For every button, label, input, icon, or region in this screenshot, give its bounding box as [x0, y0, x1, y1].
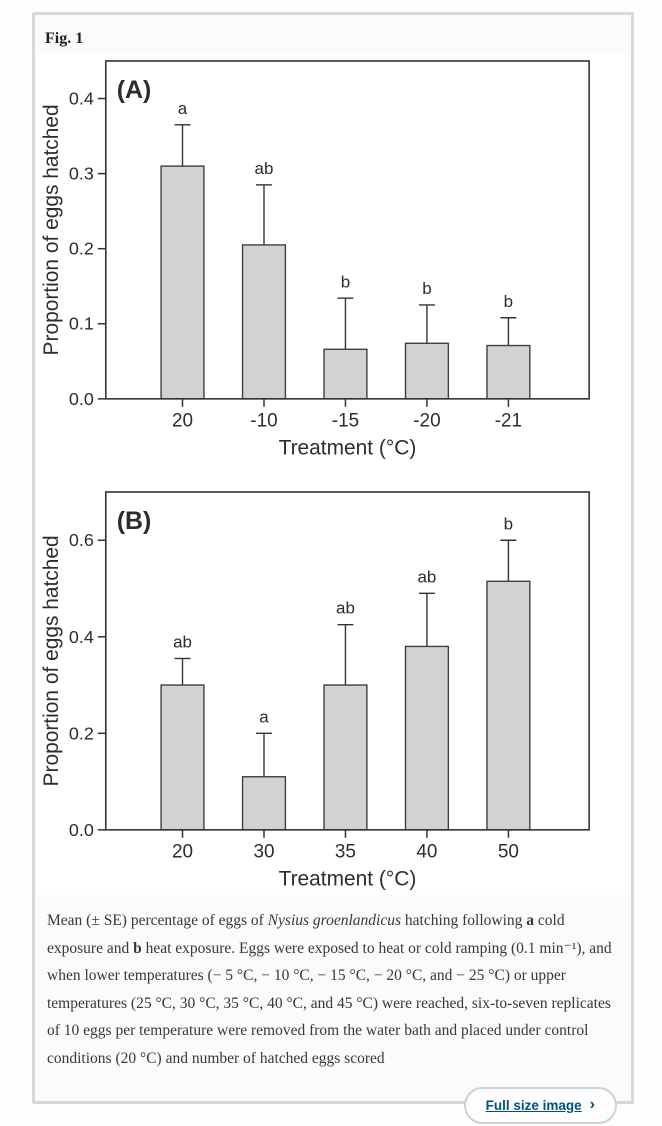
full-size-image-button[interactable]	[464, 1087, 617, 1124]
caption-segment: hatching following	[401, 912, 527, 930]
y-tick-label: 0.2	[68, 722, 94, 743]
y-tick-label: 0.6	[68, 529, 94, 550]
sig-letter: a	[259, 706, 269, 726]
y-tick-label: 0.3	[68, 163, 94, 184]
caption-segment: b	[133, 939, 142, 957]
chart-panel-b	[37, 487, 629, 892]
x-tick-label: -20	[413, 410, 441, 432]
button-row	[35, 1087, 617, 1124]
figure-title: Fig. 1	[45, 30, 84, 47]
x-tick-label: 35	[334, 841, 356, 863]
caption-segment: cold exposure and	[47, 912, 565, 957]
y-tick-label: 0.0	[68, 388, 94, 409]
sig-letter: a	[177, 98, 188, 118]
sig-letter: b	[422, 279, 432, 299]
y-axis-title: Proportion of eggs hatched	[39, 535, 63, 787]
y-tick-label: 0.0	[68, 819, 94, 840]
sig-letter: b	[503, 291, 514, 311]
x-tick-label: -10	[250, 410, 278, 432]
bar	[161, 685, 204, 830]
caption-segment: Nysius groenlandicus	[267, 912, 402, 930]
bar	[406, 343, 449, 399]
bar	[487, 581, 530, 830]
x-axis-title: Treatment (°C)	[278, 867, 417, 891]
bar-chart-(A)	[37, 56, 629, 461]
bar	[406, 646, 449, 829]
x-tick-label: 30	[253, 841, 275, 863]
x-tick-label: -21	[494, 410, 523, 432]
sig-letter: ab	[417, 567, 437, 587]
bar	[324, 349, 367, 399]
bar	[243, 245, 286, 399]
bar-chart-(B)	[37, 487, 629, 892]
y-tick-label: 0.1	[68, 313, 94, 334]
bar	[324, 685, 367, 830]
bar	[243, 776, 286, 829]
chevron-right-icon: ›	[589, 1096, 595, 1114]
bar	[161, 166, 204, 399]
caption-segment: Mean (± SE) percentage of eggs of	[47, 912, 268, 930]
figure-image	[37, 54, 629, 895]
x-tick-label: 40	[416, 841, 438, 863]
x-tick-label: 20	[171, 410, 194, 432]
sig-letter: ab	[336, 598, 355, 618]
sig-letter: ab	[254, 158, 274, 178]
figure-card	[32, 12, 634, 1114]
y-axis-title: Proportion of eggs hatched	[39, 104, 63, 356]
y-tick-label: 0.2	[68, 238, 94, 259]
sig-letter: ab	[173, 632, 192, 652]
x-tick-label: 20	[171, 841, 194, 863]
full-size-image-label: Full size image	[485, 1097, 582, 1113]
figure-caption	[47, 907, 619, 1072]
y-tick-label: 0.4	[68, 88, 94, 109]
bar	[487, 346, 530, 399]
caption-segment: a	[526, 912, 535, 930]
x-tick-label: -15	[331, 410, 360, 432]
x-axis-title: Treatment (°C)	[278, 436, 417, 460]
x-tick-label: 50	[497, 841, 519, 863]
chart-panel-a	[37, 56, 629, 461]
sig-letter: b	[503, 513, 514, 533]
y-tick-label: 0.4	[68, 626, 94, 647]
panel-label: (A)	[116, 75, 152, 104]
panel-label: (B)	[116, 506, 152, 535]
caption-segment: heat exposure. Eggs were exposed to heat or cold ramping (0.1 min⁻¹), and when lower temperatures (− 5 °C, − 10 °C, − 15 °C, − 20 °C, and − 25 °C) or upper temperatures (25 °C, 30 °C, 35 °C, 40 °C, and 45 °C) were reached, six-to-seven replicates of 10 eggs per temperature were removed from the water bath and placed under control conditions (20 °C) and number of hatched eggs scored	[47, 939, 612, 1067]
sig-letter: b	[340, 272, 351, 292]
